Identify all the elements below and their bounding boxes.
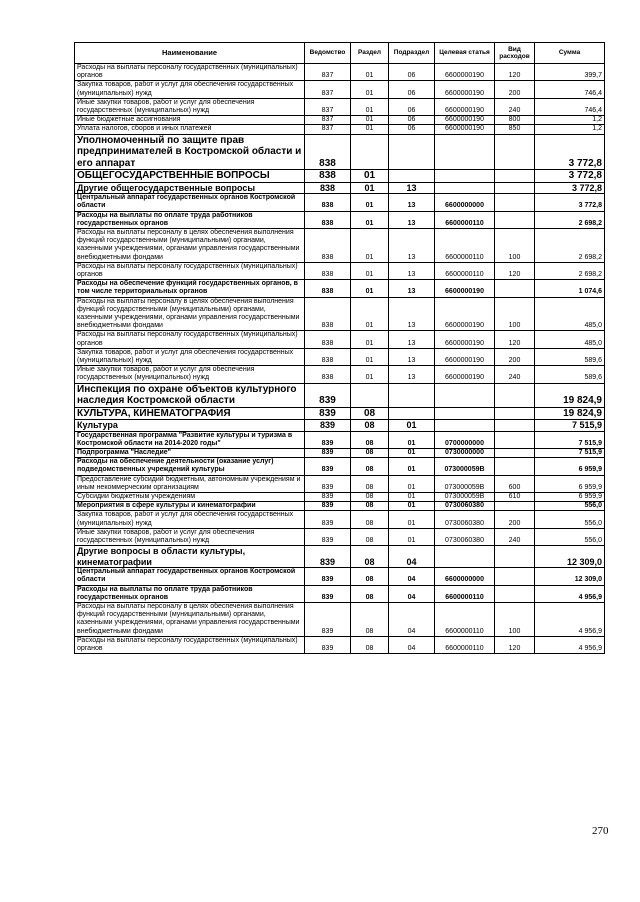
cell-kind <box>495 383 535 407</box>
cell-target: 073000059В <box>435 458 495 475</box>
cell-section: 08 <box>351 449 389 458</box>
cell-sum: 556,0 <box>535 511 605 528</box>
cell-subsection: 13 <box>389 182 435 194</box>
cell-kind <box>495 449 535 458</box>
cell-sum: 1,2 <box>535 116 605 125</box>
cell-target: 6600000110 <box>435 211 495 228</box>
cell-sum: 3 772,8 <box>535 194 605 211</box>
cell-target <box>435 383 495 407</box>
cell-subsection: 06 <box>389 116 435 125</box>
cell-sum: 589,6 <box>535 366 605 383</box>
cell-dept: 838 <box>305 228 351 262</box>
cell-subsection: 06 <box>389 81 435 98</box>
cell-sum: 3 772,8 <box>535 182 605 194</box>
cell-name: Иные бюджетные ассигнования <box>75 116 305 125</box>
cell-section: 08 <box>351 502 389 511</box>
cell-kind <box>495 134 535 170</box>
cell-target: 6600000110 <box>435 585 495 602</box>
table-row <box>75 407 605 420</box>
cell-kind: 600 <box>495 475 535 492</box>
cell-subsection <box>389 407 435 420</box>
cell-kind: 100 <box>495 297 535 331</box>
cell-kind: 240 <box>495 528 535 545</box>
cell-target <box>435 134 495 170</box>
cell-subsection: 01 <box>389 431 435 448</box>
cell-sum: 2 698,2 <box>535 228 605 262</box>
cell-subsection: 04 <box>389 603 435 637</box>
table-header-row <box>75 43 605 64</box>
table-row <box>75 458 605 475</box>
cell-name: Государственная программа "Развитие культуры и туризма в Костромской области на 2014-2020 годы" <box>75 431 305 448</box>
cell-target: 0730000000 <box>435 449 495 458</box>
cell-dept: 839 <box>305 511 351 528</box>
cell-kind: 120 <box>495 64 535 81</box>
cell-name: Расходы на выплаты персоналу государственных (муниципальных) органов <box>75 262 305 279</box>
cell-dept: 838 <box>305 182 351 194</box>
cell-dept: 839 <box>305 493 351 502</box>
cell-target: 6600000190 <box>435 116 495 125</box>
table-row <box>75 134 605 170</box>
cell-kind: 610 <box>495 493 535 502</box>
cell-target: 6600000190 <box>435 348 495 365</box>
cell-section: 01 <box>351 125 389 134</box>
table-row <box>75 211 605 228</box>
cell-sum: 19 824,9 <box>535 407 605 420</box>
cell-kind: 850 <box>495 125 535 134</box>
table-row <box>75 331 605 348</box>
cell-section: 01 <box>351 170 389 183</box>
cell-name: Расходы на выплаты персоналу государственных (муниципальных) органов <box>75 636 305 653</box>
cell-kind: 200 <box>495 348 535 365</box>
cell-target: 6600000190 <box>435 297 495 331</box>
table-row <box>75 366 605 383</box>
table-row <box>75 280 605 297</box>
cell-section: 08 <box>351 458 389 475</box>
header-dept: Ведомство <box>305 43 351 64</box>
cell-dept: 837 <box>305 116 351 125</box>
cell-section: 01 <box>351 280 389 297</box>
cell-name: Закупка товаров, работ и услуг для обеспечения государственных (муниципальных) нужд <box>75 348 305 365</box>
cell-kind <box>495 182 535 194</box>
cell-kind <box>495 280 535 297</box>
cell-dept: 839 <box>305 431 351 448</box>
cell-sum: 7 515,9 <box>535 431 605 448</box>
cell-kind <box>495 194 535 211</box>
cell-dept: 838 <box>305 331 351 348</box>
cell-target: 6600000190 <box>435 81 495 98</box>
cell-sum: 1,2 <box>535 125 605 134</box>
table-row <box>75 194 605 211</box>
cell-name: Расходы на выплаты персоналу государственных (муниципальных) органов <box>75 331 305 348</box>
cell-dept: 839 <box>305 502 351 511</box>
cell-section: 08 <box>351 636 389 653</box>
cell-name: Подпрограмма "Наследие" <box>75 449 305 458</box>
cell-subsection: 01 <box>389 493 435 502</box>
page-number: 270 <box>592 825 609 837</box>
table-row <box>75 182 605 194</box>
table-row <box>75 511 605 528</box>
cell-subsection: 13 <box>389 211 435 228</box>
cell-dept: 839 <box>305 568 351 585</box>
cell-kind: 100 <box>495 228 535 262</box>
cell-kind <box>495 568 535 585</box>
cell-dept: 838 <box>305 194 351 211</box>
table-row <box>75 348 605 365</box>
cell-subsection: 04 <box>389 568 435 585</box>
cell-subsection: 13 <box>389 262 435 279</box>
table-row <box>75 228 605 262</box>
budget-table <box>74 42 605 654</box>
cell-section: 08 <box>351 585 389 602</box>
table-row <box>75 81 605 98</box>
cell-dept: 839 <box>305 528 351 545</box>
cell-section: 08 <box>351 407 389 420</box>
cell-name: Инспекция по охране объектов культурного наследия Костромской области <box>75 383 305 407</box>
cell-subsection: 13 <box>389 331 435 348</box>
cell-kind: 200 <box>495 81 535 98</box>
cell-subsection: 13 <box>389 348 435 365</box>
cell-section: 01 <box>351 81 389 98</box>
cell-sum: 399,7 <box>535 64 605 81</box>
cell-dept: 838 <box>305 170 351 183</box>
cell-sum: 6 959,9 <box>535 458 605 475</box>
cell-name: КУЛЬТУРА, КИНЕМАТОГРАФИЯ <box>75 407 305 420</box>
cell-target: 6600000190 <box>435 331 495 348</box>
cell-subsection <box>389 134 435 170</box>
table-row <box>75 431 605 448</box>
cell-section: 08 <box>351 528 389 545</box>
cell-section: 01 <box>351 64 389 81</box>
cell-name: Другие вопросы в области культуры, кинематографии <box>75 546 305 568</box>
cell-dept: 839 <box>305 546 351 568</box>
cell-name: ОБЩЕГОСУДАРСТВЕННЫЕ ВОПРОСЫ <box>75 170 305 183</box>
cell-subsection: 04 <box>389 546 435 568</box>
cell-kind <box>495 458 535 475</box>
cell-section: 01 <box>351 182 389 194</box>
header-name: Наименование <box>75 43 305 64</box>
cell-sum: 589,6 <box>535 348 605 365</box>
header-kind: Вид расходов <box>495 43 535 64</box>
cell-sum: 4 956,9 <box>535 636 605 653</box>
cell-kind <box>495 585 535 602</box>
cell-section: 08 <box>351 568 389 585</box>
cell-dept: 838 <box>305 262 351 279</box>
cell-name: Иные закупки товаров, работ и услуг для обеспечения государственных (муниципальных) нужд <box>75 528 305 545</box>
cell-section: 08 <box>351 511 389 528</box>
cell-target: 6600000110 <box>435 603 495 637</box>
cell-sum: 556,0 <box>535 502 605 511</box>
cell-subsection: 13 <box>389 194 435 211</box>
table-row <box>75 125 605 134</box>
cell-target: 6600000190 <box>435 64 495 81</box>
cell-sum: 4 956,9 <box>535 603 605 637</box>
table-row <box>75 420 605 432</box>
cell-target: 6600000190 <box>435 366 495 383</box>
cell-name: Мероприятия в сфере культуры и кинематографии <box>75 502 305 511</box>
cell-dept: 839 <box>305 458 351 475</box>
table-row <box>75 116 605 125</box>
cell-sum: 2 698,2 <box>535 211 605 228</box>
cell-target: 6600000110 <box>435 636 495 653</box>
header-target: Целевая статья <box>435 43 495 64</box>
cell-section: 01 <box>351 366 389 383</box>
cell-dept: 837 <box>305 64 351 81</box>
cell-target: 073000059В <box>435 493 495 502</box>
cell-name: Иные закупки товаров, работ и услуг для обеспечения государственных (муниципальных) нужд <box>75 366 305 383</box>
cell-subsection: 01 <box>389 420 435 432</box>
cell-target: 0700000000 <box>435 431 495 448</box>
cell-subsection: 06 <box>389 64 435 81</box>
cell-subsection: 01 <box>389 475 435 492</box>
cell-target: 0730060380 <box>435 511 495 528</box>
cell-sum: 556,0 <box>535 528 605 545</box>
cell-sum: 19 824,9 <box>535 383 605 407</box>
cell-kind: 120 <box>495 262 535 279</box>
table-row <box>75 262 605 279</box>
cell-sum: 7 515,9 <box>535 449 605 458</box>
cell-section: 08 <box>351 546 389 568</box>
cell-name: Расходы на выплаты по оплате труда работников государственных органов <box>75 211 305 228</box>
cell-target <box>435 170 495 183</box>
cell-subsection: 01 <box>389 528 435 545</box>
cell-section <box>351 134 389 170</box>
cell-dept: 839 <box>305 407 351 420</box>
cell-name: Центральный аппарат государственных органов Костромской области <box>75 568 305 585</box>
cell-target <box>435 420 495 432</box>
cell-subsection <box>389 170 435 183</box>
cell-sum: 3 772,8 <box>535 170 605 183</box>
cell-name: Предоставление субсидий бюджетным, автономным учреждениям и иным некоммерческим организациям <box>75 475 305 492</box>
cell-dept: 839 <box>305 636 351 653</box>
cell-sum: 2 698,2 <box>535 262 605 279</box>
cell-target: 6600000190 <box>435 280 495 297</box>
cell-kind: 240 <box>495 98 535 115</box>
cell-dept: 838 <box>305 348 351 365</box>
cell-target: 6600000000 <box>435 568 495 585</box>
table-row <box>75 383 605 407</box>
cell-name: Закупка товаров, работ и услуг для обеспечения государственных (муниципальных) нужд <box>75 81 305 98</box>
cell-subsection: 06 <box>389 98 435 115</box>
cell-kind <box>495 546 535 568</box>
cell-subsection: 13 <box>389 280 435 297</box>
table-row <box>75 603 605 637</box>
cell-sum: 485,0 <box>535 331 605 348</box>
cell-dept: 839 <box>305 420 351 432</box>
header-section: Раздел <box>351 43 389 64</box>
cell-dept: 837 <box>305 81 351 98</box>
cell-sum: 7 515,9 <box>535 420 605 432</box>
cell-name: Иные закупки товаров, работ и услуг для обеспечения государственных (муниципальных) нужд <box>75 98 305 115</box>
cell-section: 01 <box>351 116 389 125</box>
cell-target <box>435 407 495 420</box>
table-row <box>75 475 605 492</box>
cell-sum: 485,0 <box>535 297 605 331</box>
cell-section: 01 <box>351 348 389 365</box>
cell-section: 01 <box>351 98 389 115</box>
cell-kind: 800 <box>495 116 535 125</box>
cell-name: Расходы на выплаты персоналу государственных (муниципальных) органов <box>75 64 305 81</box>
cell-sum: 4 956,9 <box>535 585 605 602</box>
cell-name: Закупка товаров, работ и услуг для обеспечения государственных (муниципальных) нужд <box>75 511 305 528</box>
cell-dept: 838 <box>305 297 351 331</box>
cell-kind: 120 <box>495 636 535 653</box>
cell-sum: 6 959,9 <box>535 475 605 492</box>
cell-subsection: 04 <box>389 585 435 602</box>
cell-kind <box>495 170 535 183</box>
table-row <box>75 98 605 115</box>
table-row <box>75 297 605 331</box>
cell-dept: 839 <box>305 449 351 458</box>
cell-section: 08 <box>351 420 389 432</box>
cell-subsection: 01 <box>389 458 435 475</box>
cell-section: 08 <box>351 475 389 492</box>
cell-kind <box>495 407 535 420</box>
cell-section: 01 <box>351 331 389 348</box>
cell-section: 01 <box>351 194 389 211</box>
cell-name: Расходы на выплаты персоналу в целях обеспечения выполнения функций государственными (муниципальными) органами, казенными учреждениями, органами управления государственными внебюджетными фондами <box>75 297 305 331</box>
cell-kind <box>495 431 535 448</box>
table-row <box>75 528 605 545</box>
cell-section <box>351 383 389 407</box>
cell-target: 6600000110 <box>435 228 495 262</box>
cell-kind: 120 <box>495 331 535 348</box>
cell-dept: 838 <box>305 280 351 297</box>
cell-dept: 839 <box>305 585 351 602</box>
cell-kind: 200 <box>495 511 535 528</box>
cell-subsection: 01 <box>389 511 435 528</box>
cell-section: 08 <box>351 603 389 637</box>
cell-kind: 240 <box>495 366 535 383</box>
cell-name: Субсидии бюджетным учреждениям <box>75 493 305 502</box>
cell-name: Центральный аппарат государственных органов Костромской области <box>75 194 305 211</box>
table-row <box>75 170 605 183</box>
budget-table-sheet <box>74 42 604 654</box>
cell-name: Расходы на выплаты персоналу в целях обеспечения выполнения функций государственными (муниципальными) органами, казенными учреждениями, органами управления государственными внебюджетными фондами <box>75 603 305 637</box>
cell-subsection: 04 <box>389 636 435 653</box>
table-row <box>75 585 605 602</box>
cell-sum: 6 959,9 <box>535 493 605 502</box>
cell-sum: 746,4 <box>535 81 605 98</box>
cell-target: 6600000000 <box>435 194 495 211</box>
cell-dept: 839 <box>305 475 351 492</box>
cell-name: Другие общегосударственные вопросы <box>75 182 305 194</box>
cell-kind <box>495 502 535 511</box>
cell-name: Расходы на выплаты по оплате труда работников государственных органов <box>75 585 305 602</box>
table-row <box>75 449 605 458</box>
cell-section: 08 <box>351 493 389 502</box>
cell-name: Расходы на обеспечение функций государственных органов, в том числе территориальных органов <box>75 280 305 297</box>
cell-section: 01 <box>351 262 389 279</box>
header-subsection: Подраздел <box>389 43 435 64</box>
cell-section: 08 <box>351 431 389 448</box>
cell-target: 6600000110 <box>435 262 495 279</box>
cell-name: Уплата налогов, сборов и иных платежей <box>75 125 305 134</box>
cell-sum: 12 309,0 <box>535 546 605 568</box>
cell-subsection: 13 <box>389 366 435 383</box>
cell-sum: 746,4 <box>535 98 605 115</box>
cell-kind: 100 <box>495 603 535 637</box>
cell-dept: 838 <box>305 134 351 170</box>
cell-target: 0730060380 <box>435 502 495 511</box>
cell-subsection: 01 <box>389 502 435 511</box>
cell-dept: 839 <box>305 603 351 637</box>
cell-dept: 838 <box>305 211 351 228</box>
cell-target: 6600000190 <box>435 98 495 115</box>
cell-subsection <box>389 383 435 407</box>
cell-dept: 839 <box>305 383 351 407</box>
cell-sum: 12 309,0 <box>535 568 605 585</box>
cell-section: 01 <box>351 211 389 228</box>
cell-section: 01 <box>351 297 389 331</box>
cell-kind <box>495 420 535 432</box>
cell-sum: 3 772,8 <box>535 134 605 170</box>
cell-target: 073000059В <box>435 475 495 492</box>
table-row <box>75 493 605 502</box>
cell-name: Расходы на обеспечение деятельности (оказание услуг) подведомственных учреждений культуры <box>75 458 305 475</box>
table-row <box>75 64 605 81</box>
cell-sum: 1 074,6 <box>535 280 605 297</box>
cell-target: 0730060380 <box>435 528 495 545</box>
cell-subsection: 01 <box>389 449 435 458</box>
cell-dept: 837 <box>305 98 351 115</box>
header-sum: Сумма <box>535 43 605 64</box>
cell-subsection: 06 <box>389 125 435 134</box>
table-row <box>75 568 605 585</box>
cell-kind <box>495 211 535 228</box>
cell-subsection: 13 <box>389 297 435 331</box>
cell-dept: 837 <box>305 125 351 134</box>
cell-target <box>435 546 495 568</box>
cell-dept: 838 <box>305 366 351 383</box>
cell-name: Расходы на выплаты персоналу в целях обеспечения выполнения функций государственными (муниципальными) органами, казенными учреждениями, органами управления государственными внебюджетными фондами <box>75 228 305 262</box>
cell-section: 01 <box>351 228 389 262</box>
table-row <box>75 546 605 568</box>
cell-name: Культура <box>75 420 305 432</box>
cell-target: 6600000190 <box>435 125 495 134</box>
cell-subsection: 13 <box>389 228 435 262</box>
cell-target <box>435 182 495 194</box>
table-row <box>75 636 605 653</box>
table-body <box>75 64 605 654</box>
table-row <box>75 502 605 511</box>
cell-name: Уполномоченный по защите прав предпринимателей в Костромской области и его аппарат <box>75 134 305 170</box>
